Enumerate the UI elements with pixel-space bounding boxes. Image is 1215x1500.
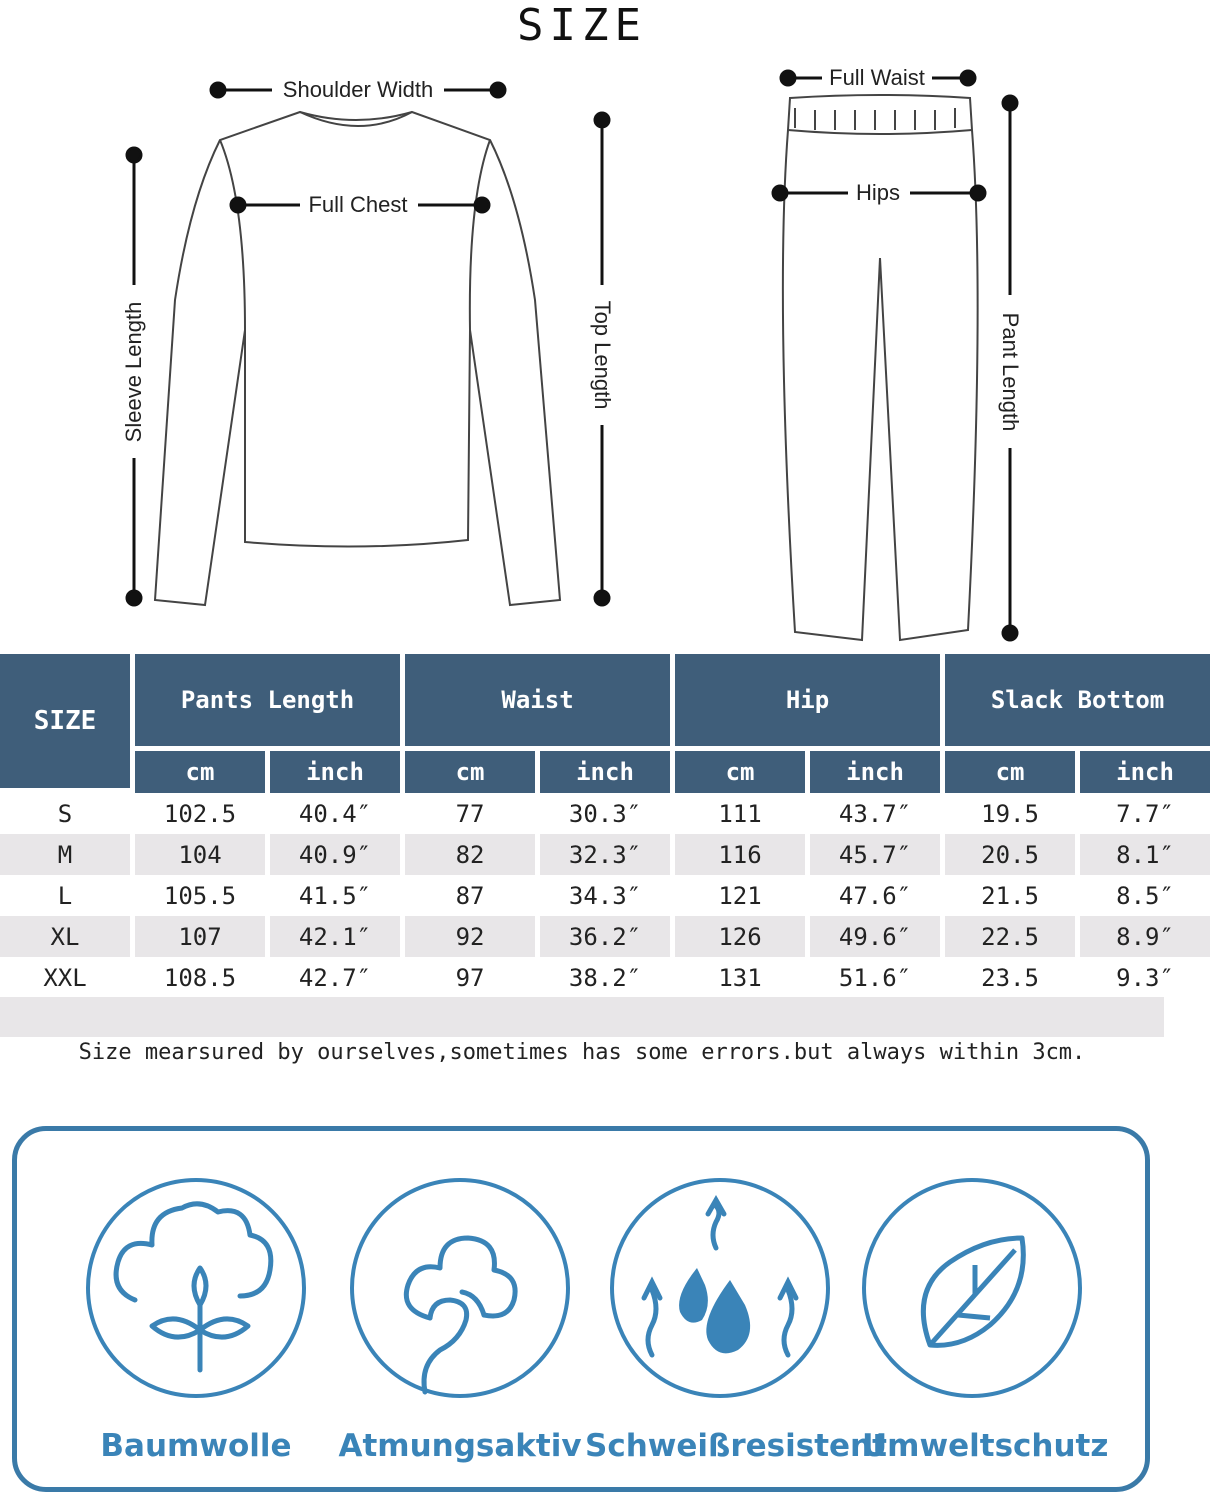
size-cell: XL — [0, 916, 130, 957]
value-cell: 51.6″ — [838, 963, 912, 992]
value-cell: 40.4″ — [298, 799, 372, 828]
sweat-resistant-icon — [644, 1200, 796, 1355]
size-cell: L — [57, 881, 73, 910]
value-cell: 45.7″ — [810, 834, 940, 875]
value-cell: 82 — [405, 834, 535, 875]
unit-header: inch — [1080, 751, 1210, 793]
value-cell: 102.5 — [163, 799, 237, 828]
value-cell: 23.5 — [981, 963, 1039, 992]
feature-label-eco: Umweltschutz — [862, 1428, 1109, 1464]
size-cell: S — [57, 799, 73, 828]
value-cell: 21.5 — [981, 881, 1039, 910]
value-cell: 116 — [675, 834, 805, 875]
shoulder-width-label: Shoulder Width — [282, 77, 434, 102]
value-cell: 30.3″ — [568, 799, 642, 828]
value-cell: 131 — [718, 963, 762, 992]
value-cell: 92 — [405, 916, 535, 957]
full-waist-label: Full Waist — [829, 65, 925, 90]
value-cell: 8.5″ — [1116, 881, 1174, 910]
value-cell: 41.5″ — [298, 881, 372, 910]
feature-label-breathable: Atmungsaktiv — [338, 1428, 582, 1464]
unit-header: inch — [270, 751, 400, 793]
value-cell: 108.5 — [163, 963, 237, 992]
unit-header: cm — [405, 751, 535, 793]
value-cell: 40.9″ — [270, 834, 400, 875]
size-cell: M — [0, 834, 130, 875]
size-header: SIZE — [0, 654, 130, 793]
unit-header: cm — [675, 751, 805, 793]
value-cell: 111 — [718, 799, 762, 828]
value-cell: 49.6″ — [810, 916, 940, 957]
value-cell: 42.7″ — [298, 963, 372, 992]
value-cell: 32.3″ — [540, 834, 670, 875]
pant-length-label: Pant Length — [998, 312, 1023, 432]
value-cell: 22.5 — [945, 916, 1075, 957]
slack-bottom-header: Slack Bottom — [945, 654, 1210, 751]
value-cell: 121 — [718, 881, 762, 910]
value-cell: 8.1″ — [1080, 834, 1210, 875]
size-cell: XXL — [43, 963, 87, 992]
unit-header: inch — [810, 751, 940, 793]
hip-header: Hip — [675, 654, 940, 751]
breathable-icon — [406, 1238, 515, 1392]
value-cell: 7.7″ — [1116, 799, 1174, 828]
value-cell: 42.1″ — [270, 916, 400, 957]
value-cell: 107 — [135, 916, 265, 957]
unit-header: cm — [135, 751, 265, 793]
eco-leaf-icon — [923, 1238, 1023, 1345]
value-cell: 97 — [455, 963, 485, 992]
feature-label-sweat: Schweißresistent — [585, 1428, 887, 1464]
value-cell: 20.5 — [945, 834, 1075, 875]
measurement-note: Size mearsured by ourselves,sometimes has some errors.but always within 3cm. — [78, 1040, 1086, 1065]
unit-header: inch — [540, 751, 670, 793]
sleeve-length-label: Sleeve Length — [121, 301, 146, 443]
value-cell: 8.9″ — [1080, 916, 1210, 957]
page-title: SIZE — [517, 0, 647, 51]
value-cell: 9.3″ — [1116, 963, 1174, 992]
value-cell: 126 — [675, 916, 805, 957]
value-cell: 105.5 — [163, 881, 237, 910]
pants-length-header: Pants Length — [135, 654, 400, 751]
unit-header: cm — [945, 751, 1075, 793]
value-cell: 87 — [455, 881, 485, 910]
top-length-label: Top Length — [590, 300, 615, 410]
value-cell: 36.2″ — [540, 916, 670, 957]
value-cell: 104 — [135, 834, 265, 875]
value-cell: 47.6″ — [838, 881, 912, 910]
hips-label: Hips — [855, 180, 901, 205]
value-cell: 43.7″ — [838, 799, 912, 828]
value-cell: 34.3″ — [568, 881, 642, 910]
feature-label-cotton: Baumwolle — [100, 1428, 292, 1464]
waist-header: Waist — [405, 654, 670, 751]
cotton-icon — [116, 1204, 271, 1370]
value-cell: 19.5 — [981, 799, 1039, 828]
full-chest-label: Full Chest — [308, 192, 408, 217]
value-cell: 77 — [455, 799, 485, 828]
value-cell: 38.2″ — [568, 963, 642, 992]
